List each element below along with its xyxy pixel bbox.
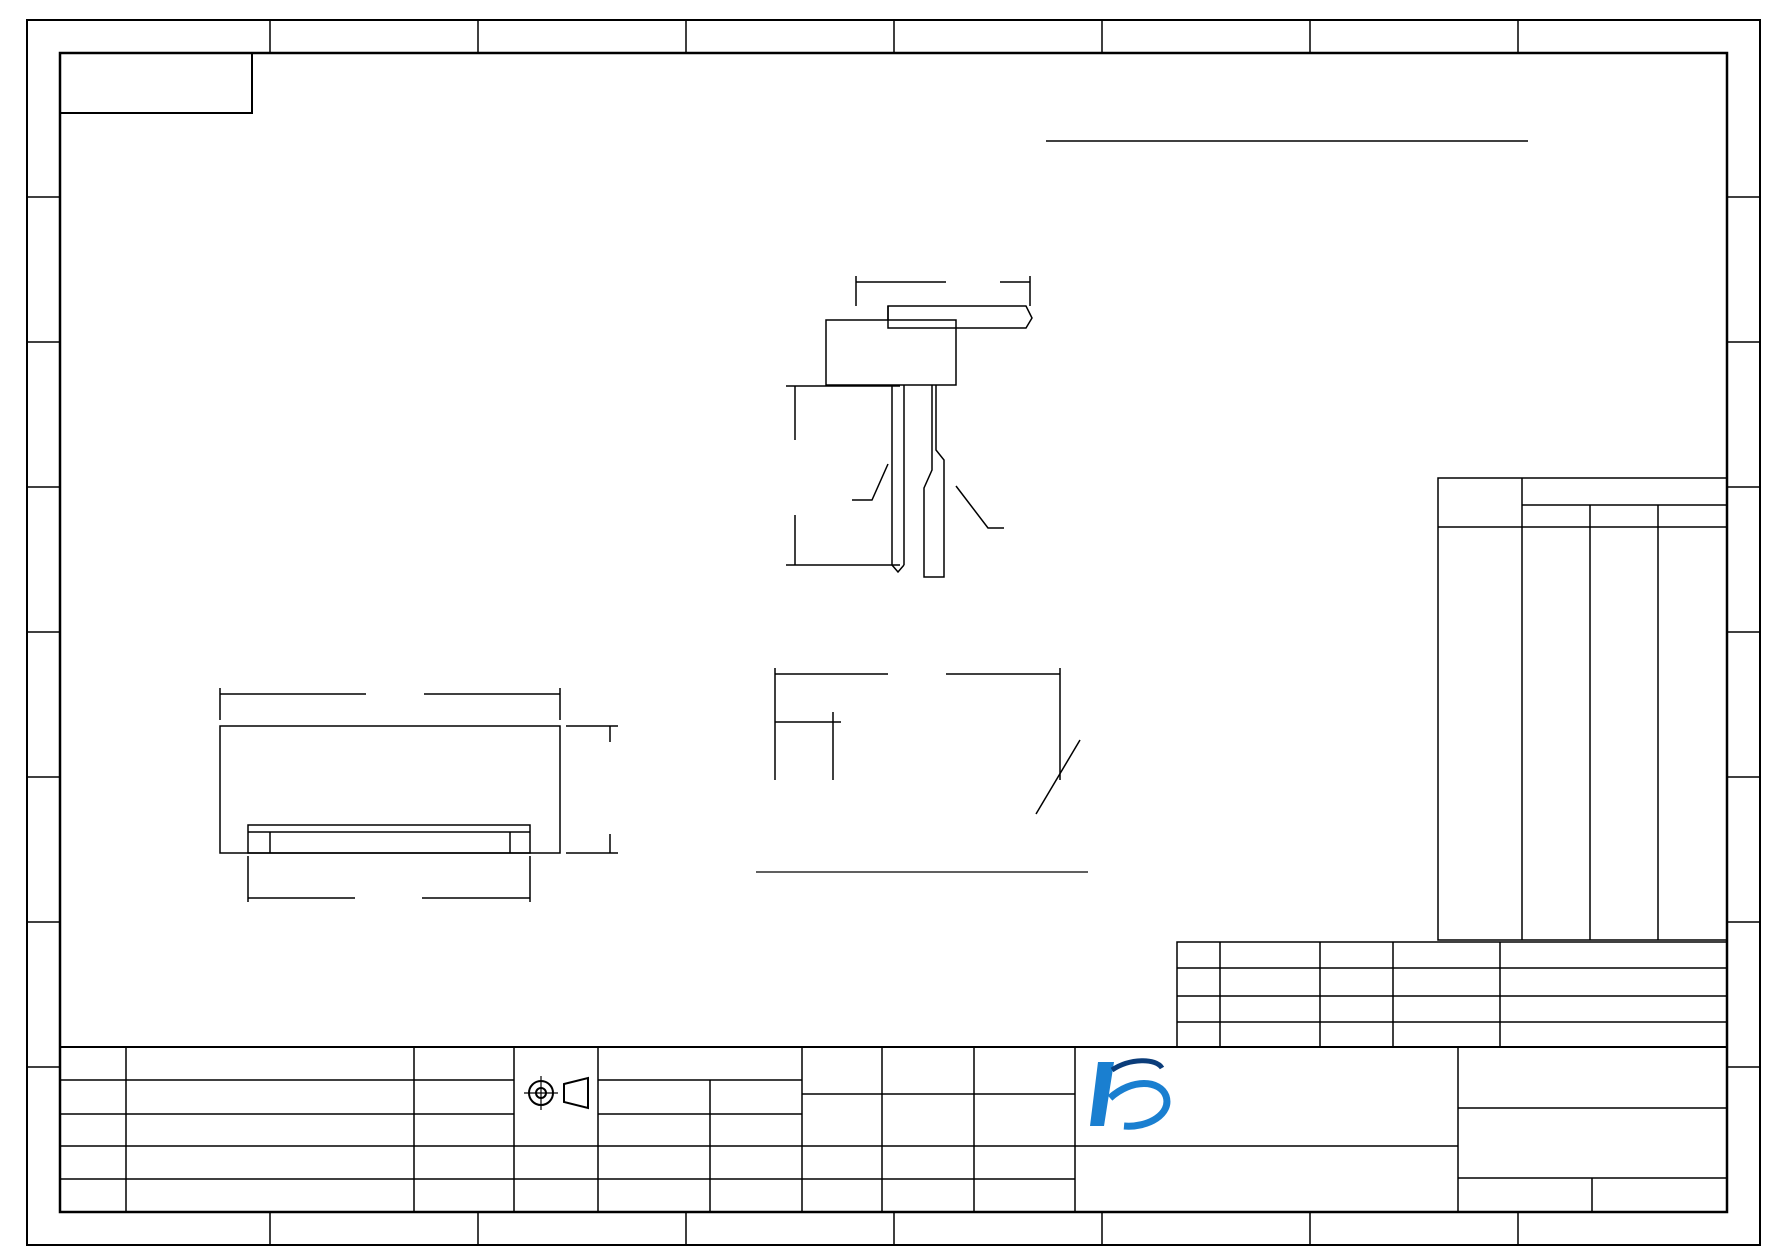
revision-header-date [414, 1179, 514, 1212]
revision-a0-record [126, 1146, 414, 1179]
tolerance-linear-1 [598, 1114, 710, 1146]
table-header-dimensions [1522, 480, 1727, 504]
tolerance-title [598, 1047, 802, 1080]
tolerance-linear-3 [598, 1179, 710, 1212]
approved-name [882, 1094, 974, 1146]
side-view [786, 276, 1032, 577]
projection-symbol [524, 1076, 588, 1110]
revision-header-rev [60, 1179, 126, 1212]
top-view [220, 688, 618, 902]
tolerance-angles [710, 1080, 802, 1114]
company-logo [1090, 1061, 1167, 1126]
tolerance-angle-1 [710, 1114, 802, 1146]
approvals-date-header [974, 1047, 1075, 1094]
tolerance-angle-2 [710, 1146, 802, 1179]
approved-label [802, 1094, 882, 1146]
revision-a0-rev [60, 1146, 126, 1179]
tolerance-angle-3 [710, 1179, 802, 1212]
eco-stamp-box [60, 53, 252, 113]
table-header-circuits [1438, 478, 1522, 527]
approvals-name-header [882, 1047, 974, 1094]
revision-header-record [126, 1179, 414, 1212]
tolerance-linear [598, 1080, 710, 1114]
designer-label [802, 1146, 882, 1179]
designer-date [974, 1146, 1075, 1179]
pcb-layout-view [756, 668, 1088, 872]
designer-name [882, 1146, 974, 1179]
drawn-name [882, 1179, 974, 1212]
approved-date [974, 1094, 1075, 1146]
drawn-label [802, 1179, 882, 1212]
size-field [514, 1179, 598, 1212]
unit-field [514, 1146, 598, 1179]
revision-a0-date [414, 1146, 514, 1179]
dimension-table-lines [1438, 478, 1727, 940]
tolerance-linear-2 [598, 1146, 710, 1179]
drawn-date [974, 1179, 1075, 1212]
